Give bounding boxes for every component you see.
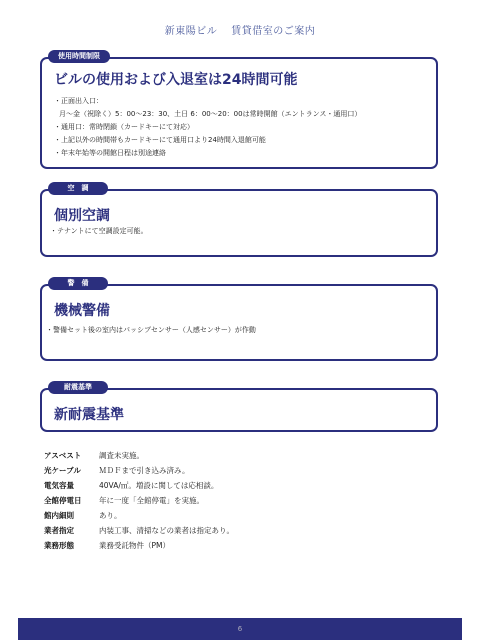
spec-label: 光ケーブル	[44, 466, 81, 475]
quake-title: 新耐震基準	[54, 407, 124, 423]
aircon-box	[40, 189, 438, 257]
quake-box	[40, 388, 438, 432]
spec-value: 業務受託物件（PM）	[99, 541, 170, 550]
spec-label: 業務形態	[44, 541, 74, 550]
quake-tab: 耐震基準	[48, 381, 108, 394]
page-header	[0, 22, 480, 37]
spec-label: アスベスト	[44, 451, 82, 460]
usage-line: ・上記以外の時間帯もカードキーにて通用口より24時間入退館可能	[54, 136, 266, 144]
usage-line: ・年末年始等の開館日程は別途連絡	[54, 149, 166, 157]
building-name: 新東陽ビル	[164, 26, 218, 37]
security-box	[40, 284, 438, 361]
aircon-tab: 空 調	[48, 182, 108, 195]
page-number: 6	[237, 625, 243, 633]
usage-hours-title: ビルの使用および入退室は24時間可能	[54, 72, 298, 88]
usage-hours-tab: 使用時間制限	[48, 50, 110, 63]
spec-value: 調査未実施。	[99, 451, 144, 460]
usage-line: ・通用口：常時閉鎖（カードキーにて対応）	[54, 123, 194, 131]
spec-row	[44, 493, 234, 508]
spec-row	[44, 463, 234, 478]
spec-row	[44, 508, 234, 523]
page-footer	[18, 618, 462, 640]
spec-label: 全館停電日	[44, 496, 82, 505]
spec-row	[44, 538, 234, 553]
security-line: ・警備セット後の室内はパッシブセンサー（人感センサー）が作動	[46, 326, 256, 334]
security-tab: 警 備	[48, 277, 108, 290]
spec-value: 内装工事、清掃などの業者は指定あり。	[99, 526, 234, 535]
usage-line: 月～金（祝除く）5：00～23：30、土日 6：00～20：00は常時開館（エントランス・通用口）	[59, 110, 362, 118]
spec-value: あり。	[99, 511, 122, 520]
spec-value: ＭＤＦまで引き込み済み。	[99, 466, 190, 475]
spec-row	[44, 523, 234, 538]
aircon-lines	[50, 225, 430, 238]
spec-label: 電気容量	[44, 481, 74, 490]
spec-row	[44, 478, 234, 493]
header-subtitle: 賃貸借室のご案内	[231, 26, 316, 37]
spec-row	[44, 448, 234, 463]
spec-value: 年に一度「全館停電」を実施。	[99, 496, 204, 505]
usage-line: ・正面出入口：	[54, 97, 103, 105]
specs-list	[44, 448, 234, 553]
usage-hours-lines	[54, 95, 430, 160]
aircon-line: ・テナントにて空調設定可能。	[50, 227, 148, 235]
spec-value: 40VA/㎡。増設に関しては応相談。	[99, 481, 219, 490]
spec-label: 館内細則	[44, 511, 74, 520]
spec-label: 業者指定	[44, 526, 74, 535]
security-lines	[46, 324, 430, 337]
aircon-title: 個別空調	[54, 208, 110, 224]
usage-hours-box	[40, 57, 438, 169]
security-title: 機械警備	[54, 303, 110, 319]
